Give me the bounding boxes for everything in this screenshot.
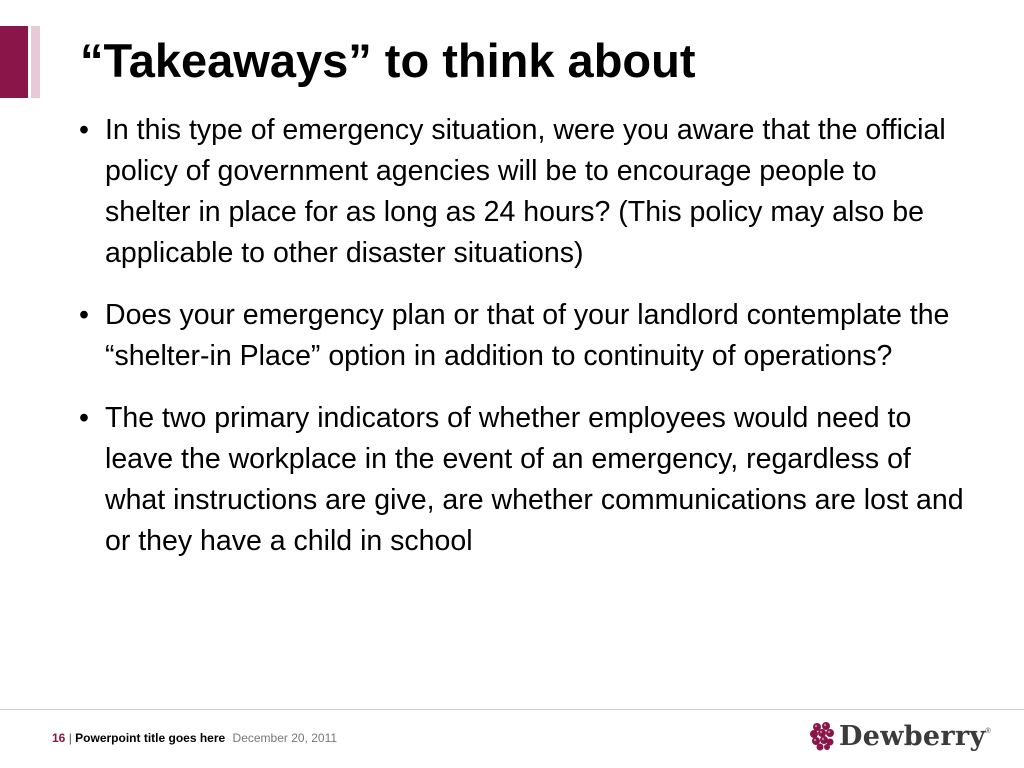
presentation-title: Powerpoint title goes here xyxy=(75,731,226,745)
logo-wordmark: Dewberry xyxy=(839,720,986,752)
bullet-dot-icon: • xyxy=(79,402,89,434)
title-accent-bar-light xyxy=(31,26,40,98)
slide-title: “Takeaways” to think about xyxy=(80,34,696,87)
footer-divider xyxy=(0,709,1024,710)
presentation-date: December 20, 2011 xyxy=(232,731,338,745)
registered-mark: ® xyxy=(985,728,991,735)
bullet-list xyxy=(75,110,970,583)
bullet-item xyxy=(75,398,970,562)
footer-separator: | xyxy=(68,731,72,745)
bullet-text: The two primary indicators of whether employees would need to leave the workplace in the event of an emergency, regardless of what instructions are give, are whether communications are lost and or they have a child in school xyxy=(105,402,964,557)
bullet-dot-icon: • xyxy=(79,299,89,331)
bullet-dot-icon: • xyxy=(79,114,89,146)
title-accent-bar xyxy=(0,26,28,98)
dewberry-logo xyxy=(809,718,991,754)
footer xyxy=(52,730,337,746)
bullet-text: In this type of emergency situation, were you aware that the official policy of government agencies will be to encourage people to shelter in place for as long as 24 hours? (This policy may also be applicable to other disaster situations) xyxy=(105,114,946,269)
page-number: 16 xyxy=(52,731,66,745)
bullet-text: Does your emergency plan or that of your landlord contemplate the “shelter-in Place” option in addition to continuity of operations? xyxy=(105,299,950,372)
berry-icon xyxy=(809,720,835,752)
bullet-item xyxy=(75,295,970,377)
bullet-item xyxy=(75,110,970,274)
